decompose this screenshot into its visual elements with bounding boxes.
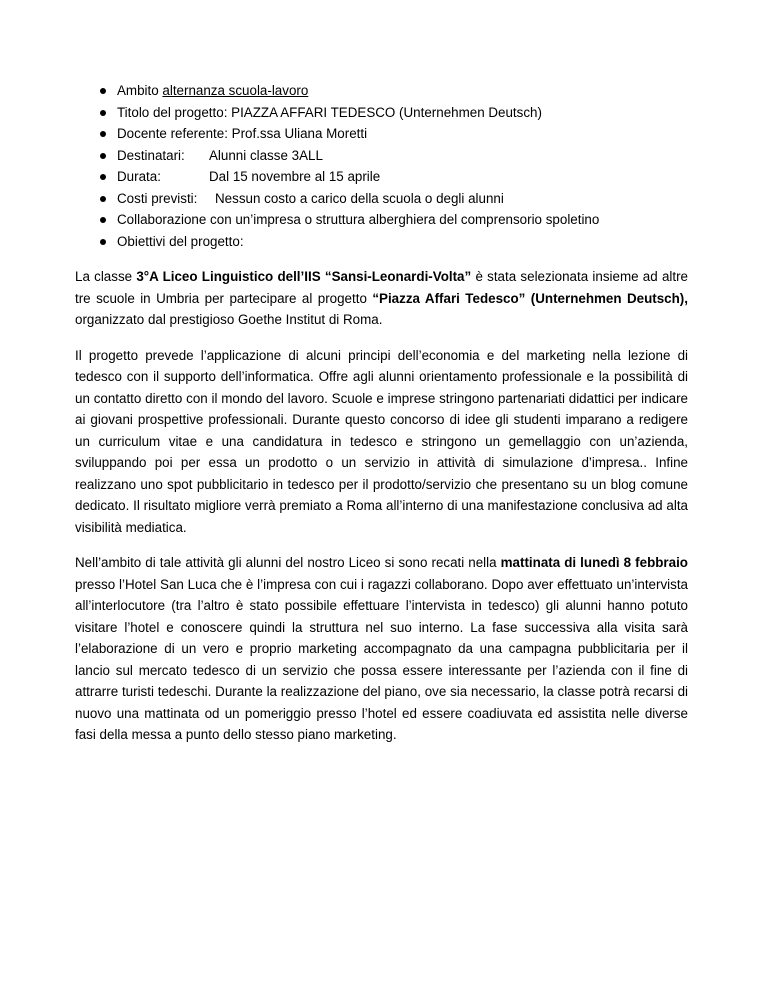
costi-value: Nessun costo a carico della scuola o degli alunni xyxy=(215,190,504,206)
titolo-text: Titolo del progetto: PIAZZA AFFARI TEDESCO (Unternehmen Deutsch) xyxy=(117,104,542,120)
paragraph-visit xyxy=(75,552,688,746)
bullet-icon xyxy=(100,131,106,137)
intro-bold-class: 3°A Liceo Linguistico dell’IIS “Sansi-Leonardi-Volta” xyxy=(136,269,472,284)
ambito-link[interactable]: alternanza scuola-lavoro xyxy=(162,83,309,98)
list-item-collaborazione xyxy=(75,209,688,231)
durata-label: Durata: xyxy=(117,169,161,184)
collaborazione-text: Collaborazione con un’impresa o struttura alberghiera del comprensorio spoletino xyxy=(117,212,600,227)
bullet-icon xyxy=(100,88,106,94)
visit-text-1: Nell’ambito di tale attività gli alunni del nostro Liceo si sono recati nella xyxy=(75,555,501,570)
ambito-prefix: Ambito xyxy=(117,83,163,98)
list-item-destinatari xyxy=(75,145,688,167)
obiettivi-text: Obiettivi del progetto: xyxy=(117,233,244,249)
list-item-ambito xyxy=(75,80,688,102)
list-item-titolo xyxy=(75,102,688,124)
costi-label: Costi previsti: xyxy=(117,190,198,206)
bullet-icon xyxy=(100,196,106,202)
docente-text: Docente referente: Prof.ssa Uliana Moretti xyxy=(117,126,368,141)
bullet-icon xyxy=(100,174,106,180)
bullet-icon xyxy=(100,217,106,223)
list-item-obiettivi xyxy=(75,231,688,253)
project-info-list xyxy=(75,80,688,252)
document-page xyxy=(75,80,688,760)
list-item-docente xyxy=(75,123,688,145)
intro-text-1: La classe xyxy=(75,269,137,284)
bullet-icon xyxy=(100,110,106,116)
destinatari-value: Alunni classe 3ALL xyxy=(209,147,323,163)
intro-text-2: è stata selezionata insieme ad altre tre scuole in Umbria per partecipare al progetto xyxy=(75,269,688,306)
destinatari-label: Destinatari: xyxy=(117,147,185,163)
bullet-icon xyxy=(100,239,106,245)
visit-bold-date: mattinata di lunedì 8 febbraio xyxy=(500,555,688,570)
intro-text-3: organizzato dal prestigioso Goethe Institut di Roma. xyxy=(75,312,383,327)
paragraph-intro xyxy=(75,266,688,331)
durata-value: Dal 15 novembre al 15 aprile xyxy=(209,169,381,184)
visit-text-2: presso l’Hotel San Luca che è l’impresa con cui i ragazzi collaborano. Dopo aver effettuato un’intervista all’interlocutore (tra l’altro è stato possibile effettuare l’intervista in tedesco) gli alunni hanno potuto visitare l’hotel e conoscere quindi la struttura nel suo interno. La fase successiva alla visita sarà l’elaborazione di un vero e proprio marketing accompagnato da una campagna pubblicitaria per il lancio sul mercato tedesco di un servizio che possa essere interessante per l’azienda con il fine di attrarre turisti tedeschi. Durante la realizzazione del piano, ove sia necessario, la classe potrà recarsi di nuovo una mattinata od un pomeriggio presso l’hotel ed essere coadiuvata ed assistita nelle diverse fasi della messa a punto dello stesso piano marketing. xyxy=(75,576,688,742)
bullet-icon xyxy=(100,153,106,159)
paragraph-description: Il progetto prevede l’applicazione di alcuni principi dell’economia e del marketing nella lezione di tedesco con il supporto dell’informatica. Offre agli alunni orientamento professionale e la possibilità di un contatto diretto con il mondo del lavoro. Scuole e imprese stringono partenariati didattici per indicare ai giovani prospettive professionali. Durante questo concorso di idee gli studenti imparano a redigere un curriculum vitae e una candidatura in tedesco e stringono un gemellaggio con un’azienda, sviluppando poi per essa un prodotto o un servizio in attività di simulazione d’impresa.. Infine realizzano uno spot pubblicitario in tedesco per il prodotto/servizio che presentano su un blog comune dedicato. Il risultato migliore verrà premiato a Roma all’interno di una manifestazione conclusiva ad alta visibilità mediatica. xyxy=(75,347,688,535)
intro-bold-project: “Piazza Affari Tedesco” (Unternehmen Deutsch), xyxy=(372,290,688,306)
list-item-durata xyxy=(75,166,688,188)
list-item-costi xyxy=(75,188,688,210)
